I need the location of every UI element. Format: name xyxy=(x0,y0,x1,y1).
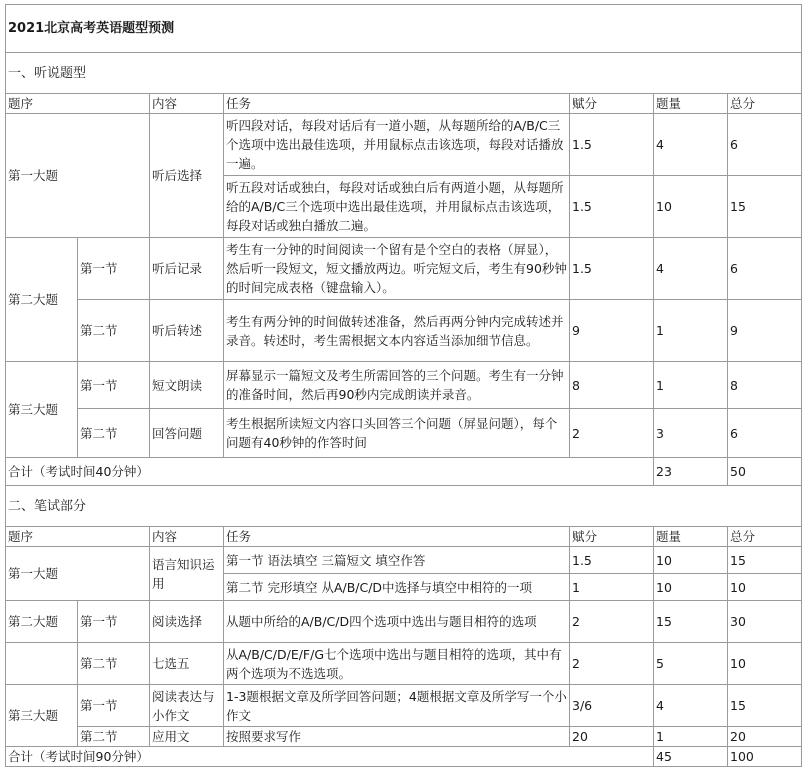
total-cell: 8 xyxy=(728,362,802,409)
listening-section-title: 一、听说题型 xyxy=(6,53,802,94)
total-cell: 30 xyxy=(728,601,802,643)
written-section-title: 二、笔试部分 xyxy=(6,486,802,527)
score-cell: 2 xyxy=(570,409,654,458)
table-row xyxy=(6,238,802,300)
total-cell: 6 xyxy=(728,409,802,458)
total-cell: 6 xyxy=(728,238,802,300)
task-cell: 第一节 语法填空 三篇短文 填空作答 xyxy=(224,547,570,574)
content-cell: 七选五 xyxy=(150,643,224,685)
summary-count: 23 xyxy=(654,458,728,486)
part-label: 第二大题 xyxy=(6,601,78,643)
task-cell: 考生有两分钟的时间做转述准备，然后再两分钟内完成转述并录音。转述时，考生需根据文本内容适当添加细节信息。 xyxy=(224,300,570,362)
task-cell: 第二节 完形填空 从A/B/C/D中选择与填空中相符的一项 xyxy=(224,574,570,601)
sub-label: 第一节 xyxy=(78,238,150,300)
header-task: 任务 xyxy=(224,527,570,547)
total-cell: 20 xyxy=(728,727,802,747)
header-score: 赋分 xyxy=(570,94,654,114)
count-cell: 15 xyxy=(654,601,728,643)
content-cell: 短文朗读 xyxy=(150,362,224,409)
document-title: 2021北京高考英语题型预测 xyxy=(6,5,802,53)
total-cell: 10 xyxy=(728,574,802,601)
count-cell: 5 xyxy=(654,643,728,685)
total-cell: 6 xyxy=(728,114,802,176)
count-cell: 4 xyxy=(654,114,728,176)
table-row xyxy=(6,362,802,409)
header-score: 赋分 xyxy=(570,527,654,547)
sub-label: 第二节 xyxy=(78,727,150,747)
table-row xyxy=(6,727,802,747)
summary-label: 合计（考试时间40分钟） xyxy=(6,458,654,486)
sub-label: 第二节 xyxy=(78,643,150,685)
task-cell: 从A/B/C/D/E/F/G七个选项中选出与题目相符的选项，其中有两个选项为不选选项。 xyxy=(224,643,570,685)
summary-total: 50 xyxy=(728,458,802,486)
task-cell: 1-3题根据文章及所学回答问题；4题根据文章及所学写一个小作文 xyxy=(224,685,570,727)
table-row xyxy=(6,601,802,643)
header-seq: 题序 xyxy=(6,527,150,547)
count-cell: 1 xyxy=(654,727,728,747)
content-cell: 阅读表达与小作文 xyxy=(150,685,224,727)
count-cell: 4 xyxy=(654,685,728,727)
count-cell: 1 xyxy=(654,362,728,409)
score-cell: 2 xyxy=(570,601,654,643)
count-cell: 3 xyxy=(654,409,728,458)
count-cell: 10 xyxy=(654,547,728,574)
task-cell: 屏幕显示一篇短文及考生所需回答的三个问题。考生有一分钟的准备时间，然后再90秒内完成朗读并录音。 xyxy=(224,362,570,409)
score-cell: 1.5 xyxy=(570,176,654,238)
count-cell: 1 xyxy=(654,300,728,362)
total-cell: 15 xyxy=(728,547,802,574)
count-cell: 10 xyxy=(654,176,728,238)
score-cell: 1.5 xyxy=(570,238,654,300)
total-cell: 9 xyxy=(728,300,802,362)
table-row xyxy=(6,114,802,176)
summary-row xyxy=(6,747,802,767)
total-cell: 15 xyxy=(728,685,802,727)
count-cell: 10 xyxy=(654,574,728,601)
score-cell: 1 xyxy=(570,574,654,601)
header-task: 任务 xyxy=(224,94,570,114)
part-label: 第三大题 xyxy=(6,362,78,458)
task-cell: 从题中所给的A/B/C/D四个选项中选出与题目相符的选项 xyxy=(224,601,570,643)
content-cell: 听后记录 xyxy=(150,238,224,300)
header-content: 内容 xyxy=(150,527,224,547)
summary-count: 45 xyxy=(654,747,728,767)
content-cell: 阅读选择 xyxy=(150,601,224,643)
content-cell: 听后选择 xyxy=(150,114,224,238)
header-total: 总分 xyxy=(728,527,802,547)
content-cell: 听后转述 xyxy=(150,300,224,362)
header-total: 总分 xyxy=(728,94,802,114)
sub-label: 第二节 xyxy=(78,300,150,362)
part-label: 第三大题 xyxy=(6,685,78,747)
content-cell: 回答问题 xyxy=(150,409,224,458)
part-label: 第一大题 xyxy=(6,547,150,601)
summary-total: 100 xyxy=(728,747,802,767)
listening-header-row xyxy=(6,94,802,114)
header-content: 内容 xyxy=(150,94,224,114)
header-count: 题量 xyxy=(654,527,728,547)
task-cell: 听四段对话，每段对话后有一道小题，从每题所给的A/B/C三个选项中选出最佳选项，并用鼠标点击该选项，每段对话播放一遍。 xyxy=(224,114,570,176)
table-row xyxy=(6,547,802,574)
part-label-empty xyxy=(6,643,78,685)
header-count: 题量 xyxy=(654,94,728,114)
task-cell: 考生根据所读短文内容口头回答三个问题（屏显问题），每个问题有40秒钟的作答时间 xyxy=(224,409,570,458)
table-row xyxy=(6,685,802,727)
task-cell: 按照要求写作 xyxy=(224,727,570,747)
score-cell: 20 xyxy=(570,727,654,747)
summary-label: 合计（考试时间90分钟） xyxy=(6,747,654,767)
sub-label: 第一节 xyxy=(78,601,150,643)
score-cell: 9 xyxy=(570,300,654,362)
score-cell: 1.5 xyxy=(570,114,654,176)
sub-label: 第二节 xyxy=(78,409,150,458)
document xyxy=(5,4,801,767)
score-cell: 2 xyxy=(570,643,654,685)
score-cell: 3/6 xyxy=(570,685,654,727)
exam-table xyxy=(5,4,802,767)
sub-label: 第一节 xyxy=(78,685,150,727)
written-header-row xyxy=(6,527,802,547)
header-seq: 题序 xyxy=(6,94,150,114)
part-label: 第二大题 xyxy=(6,238,78,362)
count-cell: 4 xyxy=(654,238,728,300)
content-cell: 应用文 xyxy=(150,727,224,747)
content-cell: 语言知识运用 xyxy=(150,547,224,601)
sub-label: 第一节 xyxy=(78,362,150,409)
table-row xyxy=(6,643,802,685)
table-row xyxy=(6,300,802,362)
table-row xyxy=(6,409,802,458)
score-cell: 8 xyxy=(570,362,654,409)
summary-row xyxy=(6,458,802,486)
score-cell: 1.5 xyxy=(570,547,654,574)
total-cell: 10 xyxy=(728,643,802,685)
total-cell: 15 xyxy=(728,176,802,238)
task-cell: 考生有一分钟的时间阅读一个留有是个空白的表格（屏显），然后听一段短文，短文播放两边。听完短文后，考生有90秒钟的时间完成表格（键盘输入）。 xyxy=(224,238,570,300)
task-cell: 听五段对话或独白，每段对话或独白后有两道小题，从每题所给的A/B/C三个选项中选出最佳选项，并用鼠标点击该选项，每段对话或独白播放二遍。 xyxy=(224,176,570,238)
part-label: 第一大题 xyxy=(6,114,150,238)
